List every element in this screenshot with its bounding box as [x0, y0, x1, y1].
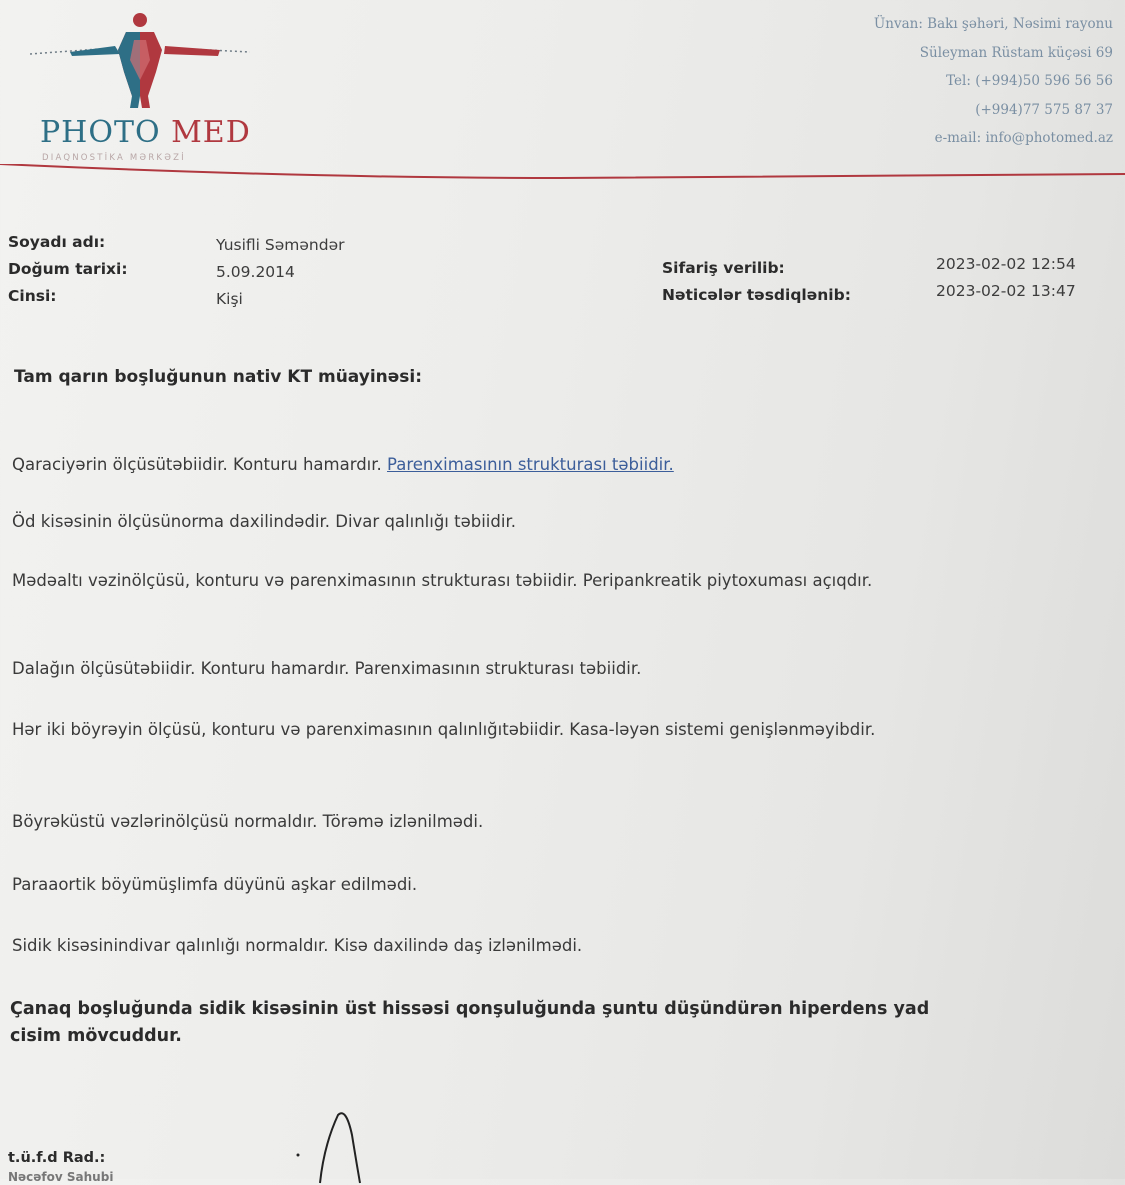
logo-wordmark: [40, 115, 251, 150]
finding-liver: [12, 452, 1012, 478]
gender-value: Kişi: [216, 289, 243, 308]
finding-liver-text: Qaraciyərin ölçüsütəbiidir. Konturu hamardır.: [12, 455, 388, 474]
radiologist-name: Nəcəfov Sahubi: [8, 1170, 114, 1184]
ordered-label: Sifariş verilib:: [662, 258, 785, 277]
logo-word-med: MED: [171, 115, 251, 150]
radiologist-label: t.ü.f.d Rad.:: [8, 1150, 106, 1166]
finding-gallbladder: Öd kisəsinin ölçüsünorma daxilindədir. Divar qalınlığı təbiidir.: [12, 512, 516, 531]
phone-line: (+994)77 575 87 37: [975, 101, 1113, 118]
confirmed-label: Nəticələr təsdiqlənib:: [662, 285, 851, 304]
address-line: Ünvan: Bakı şəhəri, Nəsimi rayonu: [873, 16, 1113, 32]
logo-subtitle: DIAQNOSTİKA MƏRKƏZİ: [42, 153, 186, 163]
finding-bladder: Sidik kisəsinindivar qalınlığı normaldır. Kisə daxilində daş izlənilmədi.: [12, 936, 583, 955]
birthdate-label: Doğum tarixi:: [8, 259, 128, 278]
info-row-confirmed: [662, 277, 1076, 304]
clinic-address: [874, 10, 1113, 153]
info-row-ordered: [662, 250, 1076, 277]
conclusion: Çanaq boşluğunda sidik kisəsinin üst hissəsi qonşuluğunda şuntu düşündürən hiperdens yad cisim mövcuddur.: [10, 999, 930, 1046]
name-value: Yusifli Səməndər: [216, 235, 345, 254]
address-line: Süleyman Rüstam küçəsi 69: [919, 44, 1113, 61]
logo-figure-icon: [30, 10, 270, 120]
phone-line: Tel: (+994)50 596 56 56: [946, 73, 1113, 89]
header-divider: [0, 164, 1125, 184]
info-row-name: [8, 228, 344, 255]
finding-pancreas: Mədəaltı vəzinölçüsü, konturu və parenximasının strukturası təbiidir. Peripankreatik piytoxuması açıqdır.: [12, 571, 873, 590]
clinic-logo: [30, 10, 270, 163]
finding-lymph-nodes: Paraaortik böyümüşlimfa düyünü aşkar edilmədi.: [12, 875, 418, 894]
confirmed-value: 2023-02-02 13:47: [936, 281, 1076, 300]
gender-label: Cinsi:: [8, 286, 57, 305]
email-line: e-mail: info@photomed.az: [934, 130, 1113, 146]
birthdate-value: 5.09.2014: [216, 262, 295, 281]
exam-title: Tam qarın boşluğunun nativ KT müayinəsi:: [14, 367, 423, 387]
finding-liver-link[interactable]: Parenximasının strukturası təbiidir.: [387, 455, 674, 474]
ordered-value: 2023-02-02 12:54: [936, 254, 1076, 273]
finding-spleen: Dalağın ölçüsütəbiidir. Konturu hamardır. Parenximasının strukturası təbiidir.: [12, 659, 642, 678]
name-label: Soyadı adı:: [8, 232, 106, 251]
info-row-gender: [8, 282, 344, 309]
patient-info: [8, 228, 344, 309]
signature: [290, 1105, 380, 1185]
finding-adrenals: Böyrəküstü vəzlərinölçüsü normaldır. Törəmə izlənilmədi.: [12, 812, 484, 831]
logo-word-photo: PHOTO: [40, 115, 161, 150]
order-info: [662, 250, 1076, 304]
finding-kidneys: Hər iki böyrəyin ölçüsü, konturu və parenximasının qalınlığıtəbiidir. Kasa-ləyən sistemi genişlənməyibdir.: [12, 720, 876, 739]
info-row-birthdate: [8, 255, 344, 282]
